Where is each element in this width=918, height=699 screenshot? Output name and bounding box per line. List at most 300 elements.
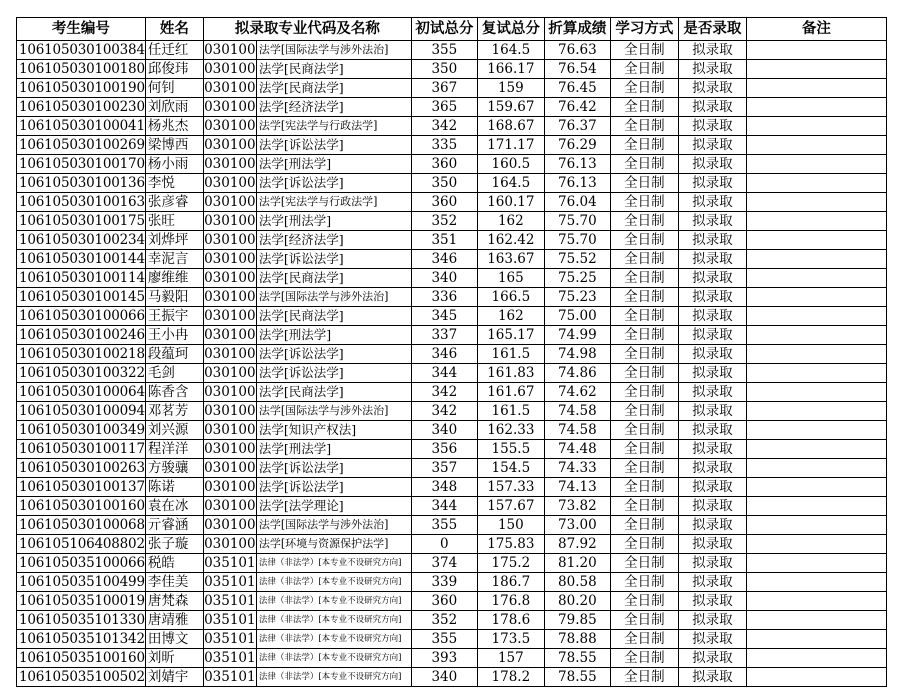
header-admitted: 是否录取 [678,18,746,41]
table-row [17,573,887,592]
final-score-cell: 74.99 [544,326,610,345]
retest-score-cell: 171.17 [477,136,544,155]
major-name-cell: 法学[环境与资源保护法学] [256,535,411,554]
remarks-cell [746,402,886,421]
admitted-cell: 拟录取 [678,117,746,136]
name-cell: 亓睿涵 [145,516,203,535]
major-name-cell: 法律（非法学）[本专业不设研究方向] [256,630,411,649]
final-score-cell: 78.55 [544,649,610,668]
name-cell: 幸泥言 [145,250,203,269]
student-id-cell: 106105030100190 [17,79,146,98]
admitted-cell: 拟录取 [678,573,746,592]
name-cell: 杨兆杰 [145,117,203,136]
major-code-cell: 030100 [204,42,256,58]
study-mode-cell: 全日制 [610,402,678,421]
admitted-cell: 拟录取 [678,459,746,478]
admitted-cell: 拟录取 [678,440,746,459]
name-cell: 刘昕 [145,649,203,668]
final-score-cell: 80.20 [544,592,610,611]
study-mode-cell: 全日制 [610,554,678,573]
admitted-cell: 拟录取 [678,193,746,212]
study-mode-cell: 全日制 [610,117,678,136]
table-row [17,193,887,212]
table-row [17,402,887,421]
major-code-cell: 030100 [204,460,256,476]
retest-score-cell: 161.83 [477,364,544,383]
name-cell: 唐靖雅 [145,611,203,630]
student-id-cell: 106105106408802 [17,535,146,554]
name-cell: 李佳美 [145,573,203,592]
table-row [17,497,887,516]
header-student-id: 考生编号 [17,18,146,41]
study-mode-cell: 全日制 [610,307,678,326]
study-mode-cell: 全日制 [610,193,678,212]
student-id-cell: 106105030100322 [17,364,146,383]
student-id-cell: 106105030100066 [17,307,146,326]
remarks-cell [746,364,886,383]
final-score-cell: 75.25 [544,269,610,288]
study-mode-cell: 全日制 [610,630,678,649]
major-name-cell: 法学[刑法学] [256,155,411,174]
name-cell: 陈香含 [145,383,203,402]
study-mode-cell: 全日制 [610,649,678,668]
remarks-cell [746,497,886,516]
admitted-cell: 拟录取 [678,421,746,440]
name-cell: 李悦 [145,174,203,193]
final-score-cell: 79.85 [544,611,610,630]
retest-score-cell: 159.67 [477,98,544,117]
remarks-cell [746,326,886,345]
remarks-cell [746,269,886,288]
name-cell: 张彦睿 [145,193,203,212]
table-row [17,535,887,554]
remarks-cell [746,592,886,611]
retest-score-cell: 165 [477,269,544,288]
remarks-cell [746,459,886,478]
prelim-score-cell: 345 [411,307,477,326]
remarks-cell [746,155,886,174]
remarks-cell [746,421,886,440]
header-major: 拟录取专业代码及名称 [203,18,411,41]
final-score-cell: 74.58 [544,402,610,421]
table-row [17,41,887,60]
retest-score-cell: 162 [477,307,544,326]
table-row [17,212,887,231]
study-mode-cell: 全日制 [610,478,678,497]
prelim-score-cell: 342 [411,117,477,136]
table-row [17,269,887,288]
prelim-score-cell: 352 [411,611,477,630]
header-row [17,18,887,41]
study-mode-cell: 全日制 [610,212,678,231]
major-code-cell: 030100 [204,61,256,77]
major-name-cell: 法学[国际法学与涉外法治] [256,41,411,60]
table-row [17,649,887,668]
study-mode-cell: 全日制 [610,79,678,98]
prelim-score-cell: 344 [411,497,477,516]
major-name-cell: 法学[刑法学] [256,326,411,345]
study-mode-cell: 全日制 [610,668,678,687]
admitted-cell: 拟录取 [678,649,746,668]
major-code-cell: 030100 [204,289,256,305]
table-row [17,421,887,440]
retest-score-cell: 157.33 [477,478,544,497]
final-score-cell: 74.48 [544,440,610,459]
name-cell: 方骏骧 [145,459,203,478]
name-cell: 刘烨坪 [145,231,203,250]
name-cell: 邱俊玮 [145,60,203,79]
remarks-cell [746,630,886,649]
student-id-cell: 106105030100218 [17,345,146,364]
final-score-cell: 80.58 [544,573,610,592]
name-cell: 廖维维 [145,269,203,288]
header-name: 姓名 [145,18,203,41]
retest-score-cell: 175.2 [477,554,544,573]
major-code-cell: 030100 [204,194,256,210]
prelim-score-cell: 355 [411,41,477,60]
remarks-cell [746,573,886,592]
prelim-score-cell: 365 [411,98,477,117]
admitted-cell: 拟录取 [678,98,746,117]
student-id-cell: 106105030100269 [17,136,146,155]
table-row [17,60,887,79]
retest-score-cell: 160.17 [477,193,544,212]
retest-score-cell: 162.33 [477,421,544,440]
remarks-cell [746,440,886,459]
table-row [17,440,887,459]
study-mode-cell: 全日制 [610,611,678,630]
student-id-cell: 106105030100163 [17,193,146,212]
student-id-cell: 106105030100230 [17,98,146,117]
study-mode-cell: 全日制 [610,288,678,307]
retest-score-cell: 178.2 [477,668,544,687]
retest-score-cell: 157.67 [477,497,544,516]
prelim-score-cell: 360 [411,155,477,174]
final-score-cell: 76.04 [544,193,610,212]
major-name-cell: 法学[国际法学与涉外法治] [256,516,411,535]
prelim-score-cell: 374 [411,554,477,573]
name-cell: 刘婧宇 [145,668,203,687]
final-score-cell: 76.45 [544,79,610,98]
name-cell: 任迁红 [145,41,203,60]
remarks-cell [746,136,886,155]
student-id-cell: 106105030100145 [17,288,146,307]
admitted-cell: 拟录取 [678,41,746,60]
major-code-cell: 035101 [204,669,256,685]
remarks-cell [746,98,886,117]
study-mode-cell: 全日制 [610,516,678,535]
admitted-cell: 拟录取 [678,611,746,630]
major-code-cell: 030100 [204,517,256,533]
major-code-cell: 030100 [204,175,256,191]
prelim-score-cell: 336 [411,288,477,307]
student-id-cell: 106105030100064 [17,383,146,402]
major-code-cell: 030100 [204,156,256,172]
admitted-cell: 拟录取 [678,497,746,516]
major-name-cell: 法学[知识产权法] [256,421,411,440]
prelim-score-cell: 351 [411,231,477,250]
name-cell: 刘兴源 [145,421,203,440]
header-remarks: 备注 [746,18,886,41]
remarks-cell [746,611,886,630]
major-code-cell: 030100 [204,422,256,438]
major-name-cell: 法学[诉讼法学] [256,136,411,155]
study-mode-cell: 全日制 [610,98,678,117]
final-score-cell: 76.37 [544,117,610,136]
final-score-cell: 75.52 [544,250,610,269]
prelim-score-cell: 350 [411,174,477,193]
student-id-cell: 106105035101330 [17,611,146,630]
admitted-cell: 拟录取 [678,630,746,649]
major-code-cell: 030100 [204,118,256,134]
major-name-cell: 法律（非法学）[本专业不设研究方向] [256,573,411,592]
header-retest-score: 复试总分 [477,18,544,41]
name-cell: 程洋洋 [145,440,203,459]
admitted-cell: 拟录取 [678,516,746,535]
final-score-cell: 74.62 [544,383,610,402]
prelim-score-cell: 339 [411,573,477,592]
retest-score-cell: 168.67 [477,117,544,136]
major-code-cell: 035101 [204,574,256,590]
major-code-cell: 030100 [204,498,256,514]
admitted-cell: 拟录取 [678,402,746,421]
retest-score-cell: 173.5 [477,630,544,649]
table-row [17,459,887,478]
name-cell: 杨小雨 [145,155,203,174]
retest-score-cell: 164.5 [477,41,544,60]
table-row [17,478,887,497]
prelim-score-cell: 393 [411,649,477,668]
retest-score-cell: 166.17 [477,60,544,79]
prelim-score-cell: 355 [411,516,477,535]
retest-score-cell: 161.5 [477,402,544,421]
header-prelim-score: 初试总分 [411,18,477,41]
table-row [17,516,887,535]
retest-score-cell: 150 [477,516,544,535]
study-mode-cell: 全日制 [610,250,678,269]
prelim-score-cell: 340 [411,668,477,687]
student-id-cell: 106105030100349 [17,421,146,440]
major-code-cell: 030100 [204,536,256,552]
prelim-score-cell: 337 [411,326,477,345]
admitted-cell: 拟录取 [678,250,746,269]
retest-score-cell: 154.5 [477,459,544,478]
study-mode-cell: 全日制 [610,155,678,174]
admitted-cell: 拟录取 [678,60,746,79]
retest-score-cell: 163.67 [477,250,544,269]
admitted-cell: 拟录取 [678,174,746,193]
admitted-cell: 拟录取 [678,155,746,174]
table-row [17,383,887,402]
study-mode-cell: 全日制 [610,269,678,288]
retest-score-cell: 161.67 [477,383,544,402]
final-score-cell: 74.98 [544,345,610,364]
prelim-score-cell: 355 [411,630,477,649]
table-row [17,250,887,269]
remarks-cell [746,554,886,573]
student-id-cell: 106105030100160 [17,497,146,516]
student-id-cell: 106105030100137 [17,478,146,497]
name-cell: 王小冉 [145,326,203,345]
admitted-cell: 拟录取 [678,668,746,687]
major-name-cell: 法学[诉讼法学] [256,364,411,383]
final-score-cell: 74.58 [544,421,610,440]
study-mode-cell: 全日制 [610,136,678,155]
prelim-score-cell: 0 [411,535,477,554]
remarks-cell [746,649,886,668]
student-id-cell: 106105035100019 [17,592,146,611]
major-name-cell: 法学[诉讼法学] [256,345,411,364]
retest-score-cell: 186.7 [477,573,544,592]
admitted-cell: 拟录取 [678,383,746,402]
study-mode-cell: 全日制 [610,364,678,383]
study-mode-cell: 全日制 [610,174,678,193]
final-score-cell: 76.63 [544,41,610,60]
final-score-cell: 73.00 [544,516,610,535]
table-row [17,79,887,98]
prelim-score-cell: 348 [411,478,477,497]
student-id-cell: 106105030100144 [17,250,146,269]
remarks-cell [746,288,886,307]
major-code-cell: 030100 [204,403,256,419]
major-name-cell: 法学[宪法学与行政法学] [256,117,411,136]
final-score-cell: 75.70 [544,231,610,250]
name-cell: 税皓 [145,554,203,573]
table-row [17,326,887,345]
major-code-cell: 030100 [204,232,256,248]
final-score-cell: 75.70 [544,212,610,231]
major-name-cell: 法学[民商法学] [256,269,411,288]
remarks-cell [746,79,886,98]
major-code-cell: 030100 [204,80,256,96]
major-code-cell: 030100 [204,346,256,362]
student-id-cell: 106105030100246 [17,326,146,345]
name-cell: 张子璇 [145,535,203,554]
prelim-score-cell: 342 [411,383,477,402]
remarks-cell [746,174,886,193]
study-mode-cell: 全日制 [610,326,678,345]
name-cell: 毛剑 [145,364,203,383]
prelim-score-cell: 357 [411,459,477,478]
table-row [17,611,887,630]
table-row [17,364,887,383]
retest-score-cell: 165.17 [477,326,544,345]
final-score-cell: 73.82 [544,497,610,516]
major-name-cell: 法学[民商法学] [256,383,411,402]
name-cell: 张旺 [145,212,203,231]
final-score-cell: 78.88 [544,630,610,649]
major-name-cell: 法学[诉讼法学] [256,478,411,497]
table-row [17,98,887,117]
remarks-cell [746,383,886,402]
name-cell: 邓茗芳 [145,402,203,421]
major-code-cell: 035101 [204,650,256,666]
student-id-cell: 106105030100068 [17,516,146,535]
admitted-cell: 拟录取 [678,592,746,611]
remarks-cell [746,668,886,687]
major-code-cell: 035101 [204,631,256,647]
study-mode-cell: 全日制 [610,60,678,79]
admitted-cell: 拟录取 [678,478,746,497]
table-row [17,668,887,687]
admitted-cell: 拟录取 [678,79,746,98]
major-name-cell: 法律（非法学）[本专业不设研究方向] [256,668,411,687]
major-name-cell: 法学[宪法学与行政法学] [256,193,411,212]
study-mode-cell: 全日制 [610,421,678,440]
prelim-score-cell: 356 [411,440,477,459]
student-id-cell: 106105030100170 [17,155,146,174]
major-name-cell: 法学[法学理论] [256,497,411,516]
table-row [17,554,887,573]
major-name-cell: 法学[国际法学与涉外法治] [256,402,411,421]
major-code-cell: 035101 [204,612,256,628]
major-code-cell: 030100 [204,213,256,229]
student-id-cell: 106105030100117 [17,440,146,459]
student-id-cell: 106105030100094 [17,402,146,421]
major-name-cell: 法学[诉讼法学] [256,174,411,193]
major-name-cell: 法学[经济法学] [256,231,411,250]
prelim-score-cell: 335 [411,136,477,155]
admitted-cell: 拟录取 [678,307,746,326]
study-mode-cell: 全日制 [610,383,678,402]
final-score-cell: 87.92 [544,535,610,554]
retest-score-cell: 175.83 [477,535,544,554]
major-name-cell: 法学[诉讼法学] [256,459,411,478]
prelim-score-cell: 346 [411,345,477,364]
major-name-cell: 法学[民商法学] [256,60,411,79]
student-id-cell: 106105035100066 [17,554,146,573]
final-score-cell: 74.86 [544,364,610,383]
prelim-score-cell: 367 [411,79,477,98]
final-score-cell: 75.23 [544,288,610,307]
remarks-cell [746,41,886,60]
prelim-score-cell: 346 [411,250,477,269]
student-id-cell: 106105030100180 [17,60,146,79]
remarks-cell [746,535,886,554]
name-cell: 马毅阳 [145,288,203,307]
prelim-score-cell: 340 [411,269,477,288]
retest-score-cell: 178.6 [477,611,544,630]
name-cell: 袁在冰 [145,497,203,516]
table-row [17,592,887,611]
table-row [17,117,887,136]
prelim-score-cell: 360 [411,193,477,212]
table-row [17,136,887,155]
name-cell: 梁博西 [145,136,203,155]
name-cell: 刘欣雨 [145,98,203,117]
name-cell: 段蕴珂 [145,345,203,364]
student-id-cell: 106105030100114 [17,269,146,288]
major-name-cell: 法学[经济法学] [256,98,411,117]
name-cell: 唐梵森 [145,592,203,611]
major-name-cell: 法律（非法学）[本专业不设研究方向] [256,611,411,630]
prelim-score-cell: 360 [411,592,477,611]
retest-score-cell: 164.5 [477,174,544,193]
name-cell: 田博文 [145,630,203,649]
table-row [17,288,887,307]
major-code-cell: 030100 [204,441,256,457]
major-name-cell: 法学[国际法学与涉外法治] [256,288,411,307]
study-mode-cell: 全日制 [610,231,678,250]
student-id-cell: 106105035100160 [17,649,146,668]
final-score-cell: 74.13 [544,478,610,497]
retest-score-cell: 176.8 [477,592,544,611]
table-row [17,345,887,364]
remarks-cell [746,60,886,79]
study-mode-cell: 全日制 [610,535,678,554]
final-score-cell: 76.29 [544,136,610,155]
remarks-cell [746,307,886,326]
